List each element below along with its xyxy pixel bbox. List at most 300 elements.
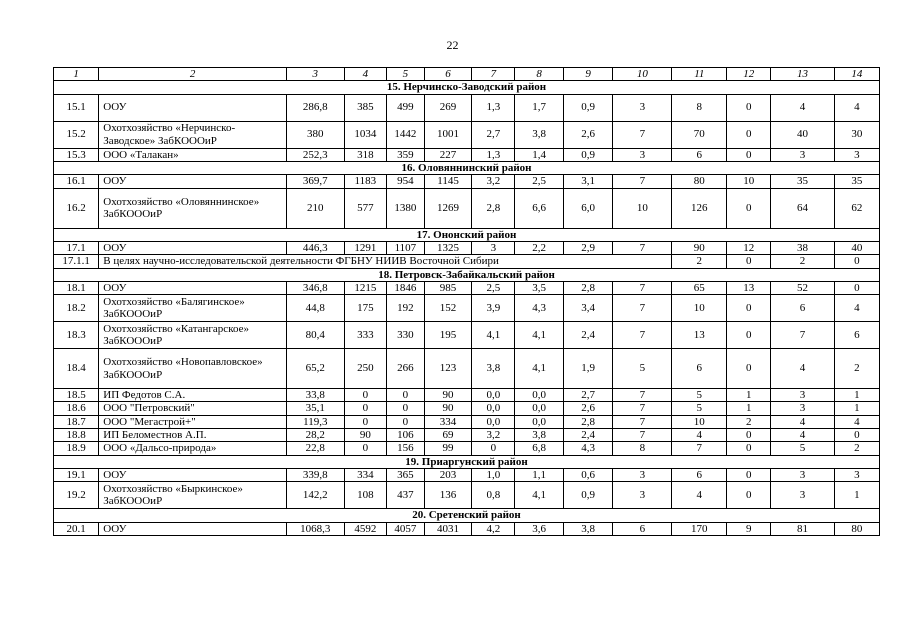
table-row bbox=[54, 469, 880, 482]
value-cell: 3 bbox=[613, 482, 672, 509]
table-row bbox=[54, 322, 880, 349]
value-cell: 4031 bbox=[424, 522, 471, 535]
value-cell: 1380 bbox=[386, 188, 424, 228]
value-cell: 2,7 bbox=[563, 389, 613, 402]
organization-name-cell: ООО "Мегастрой+" bbox=[99, 415, 287, 428]
value-cell: 40 bbox=[834, 241, 879, 254]
value-cell: 4,3 bbox=[563, 442, 613, 455]
column-number-cell: 14 bbox=[834, 68, 879, 81]
value-cell: 30 bbox=[834, 121, 879, 148]
column-number-cell: 7 bbox=[472, 68, 515, 81]
value-cell: 80 bbox=[834, 522, 879, 535]
organization-name-cell: Охотхозяйство «Новопавловское» ЗабКОООиР bbox=[99, 349, 287, 389]
value-cell: 1325 bbox=[424, 241, 471, 254]
value-cell: 1 bbox=[727, 402, 771, 415]
value-cell: 252,3 bbox=[286, 148, 344, 161]
section-header-row bbox=[54, 161, 880, 174]
value-cell: 380 bbox=[286, 121, 344, 148]
value-cell: 65,2 bbox=[286, 349, 344, 389]
value-cell: 12 bbox=[727, 241, 771, 254]
value-cell: 0,8 bbox=[472, 482, 515, 509]
value-cell: 6,8 bbox=[515, 442, 563, 455]
value-cell: 2,8 bbox=[563, 281, 613, 294]
value-cell: 13 bbox=[727, 281, 771, 294]
value-cell: 346,8 bbox=[286, 281, 344, 294]
value-cell: 7 bbox=[613, 241, 672, 254]
value-cell: 3,2 bbox=[472, 429, 515, 442]
value-cell: 0 bbox=[727, 295, 771, 322]
table-row bbox=[54, 295, 880, 322]
row-number-cell: 15.3 bbox=[54, 148, 99, 161]
value-cell: 333 bbox=[344, 322, 386, 349]
value-cell: 4 bbox=[771, 94, 834, 121]
value-cell: 1,3 bbox=[472, 94, 515, 121]
organization-name-cell: Охотхозяйство «Быркинское» ЗабКОООиР bbox=[99, 482, 287, 509]
value-cell: 8 bbox=[672, 94, 727, 121]
value-cell: 6,6 bbox=[515, 188, 563, 228]
section-title: 15. Нерчинско-Заводский район bbox=[54, 81, 880, 94]
value-cell: 437 bbox=[386, 482, 424, 509]
column-number-cell: 8 bbox=[515, 68, 563, 81]
value-cell: 10 bbox=[672, 415, 727, 428]
value-cell: 1107 bbox=[386, 241, 424, 254]
value-cell: 4 bbox=[672, 482, 727, 509]
value-cell: 266 bbox=[386, 349, 424, 389]
value-cell: 195 bbox=[424, 322, 471, 349]
value-cell: 4 bbox=[834, 94, 879, 121]
value-cell: 70 bbox=[672, 121, 727, 148]
column-number-cell: 1 bbox=[54, 68, 99, 81]
value-cell: 192 bbox=[386, 295, 424, 322]
value-cell: 1,3 bbox=[472, 148, 515, 161]
value-cell: 1,9 bbox=[563, 349, 613, 389]
value-cell: 28,2 bbox=[286, 429, 344, 442]
table-row bbox=[54, 148, 880, 161]
value-cell: 0,0 bbox=[472, 389, 515, 402]
value-cell: 3 bbox=[834, 469, 879, 482]
value-cell: 4 bbox=[672, 429, 727, 442]
organization-name-cell: ИП Федотов С.А. bbox=[99, 389, 287, 402]
value-cell: 64 bbox=[771, 188, 834, 228]
value-cell: 126 bbox=[672, 188, 727, 228]
value-cell: 3 bbox=[613, 148, 672, 161]
row-number-cell: 16.1 bbox=[54, 175, 99, 188]
column-number-cell: 13 bbox=[771, 68, 834, 81]
value-cell: 369,7 bbox=[286, 175, 344, 188]
value-cell: 6 bbox=[672, 148, 727, 161]
value-cell: 108 bbox=[344, 482, 386, 509]
value-cell: 0 bbox=[344, 389, 386, 402]
value-cell: 0,0 bbox=[472, 402, 515, 415]
column-number-cell: 3 bbox=[286, 68, 344, 81]
row-number-cell: 15.2 bbox=[54, 121, 99, 148]
value-cell: 69 bbox=[424, 429, 471, 442]
value-cell: 0,0 bbox=[515, 415, 563, 428]
value-cell: 90 bbox=[672, 241, 727, 254]
value-cell: 0,9 bbox=[563, 148, 613, 161]
table-row bbox=[54, 402, 880, 415]
organization-name-cell: Охотхозяйство «Катангарское» ЗабКОООиР bbox=[99, 322, 287, 349]
value-cell: 2,9 bbox=[563, 241, 613, 254]
value-cell: 9 bbox=[727, 522, 771, 535]
value-cell: 7 bbox=[613, 429, 672, 442]
value-cell: 123 bbox=[424, 349, 471, 389]
table-row bbox=[54, 429, 880, 442]
value-cell: 0,0 bbox=[515, 402, 563, 415]
value-cell: 2 bbox=[771, 255, 834, 268]
organization-name-cell: ООУ bbox=[99, 522, 287, 535]
value-cell: 136 bbox=[424, 482, 471, 509]
value-cell: 0 bbox=[727, 188, 771, 228]
value-cell: 210 bbox=[286, 188, 344, 228]
value-cell: 175 bbox=[344, 295, 386, 322]
value-cell: 80,4 bbox=[286, 322, 344, 349]
value-cell: 1,0 bbox=[472, 469, 515, 482]
value-cell: 3 bbox=[613, 94, 672, 121]
value-cell: 2,4 bbox=[563, 429, 613, 442]
value-cell: 170 bbox=[672, 522, 727, 535]
value-cell: 3,1 bbox=[563, 175, 613, 188]
page-number: 22 bbox=[446, 38, 459, 52]
value-cell: 106 bbox=[386, 429, 424, 442]
value-cell: 90 bbox=[424, 402, 471, 415]
value-cell: 2,7 bbox=[472, 121, 515, 148]
value-cell: 3,8 bbox=[515, 429, 563, 442]
value-cell: 7 bbox=[613, 389, 672, 402]
value-cell: 7 bbox=[613, 121, 672, 148]
value-cell: 7 bbox=[613, 295, 672, 322]
row-number-cell: 15.1 bbox=[54, 94, 99, 121]
note-cell: В целях научно-исследовательской деятельности ФГБНУ НИИВ Восточной Сибири bbox=[99, 255, 672, 268]
value-cell: 65 bbox=[672, 281, 727, 294]
value-cell: 4 bbox=[834, 415, 879, 428]
value-cell: 1001 bbox=[424, 121, 471, 148]
row-number-cell: 20.1 bbox=[54, 522, 99, 535]
value-cell: 5 bbox=[672, 402, 727, 415]
value-cell: 339,8 bbox=[286, 469, 344, 482]
value-cell: 0 bbox=[727, 148, 771, 161]
value-cell: 2,6 bbox=[563, 402, 613, 415]
value-cell: 3,9 bbox=[472, 295, 515, 322]
value-cell: 3 bbox=[771, 148, 834, 161]
row-number-cell: 18.7 bbox=[54, 415, 99, 428]
organization-name-cell: ООУ bbox=[99, 469, 287, 482]
value-cell: 2,5 bbox=[472, 281, 515, 294]
value-cell: 4 bbox=[771, 415, 834, 428]
value-cell: 3,8 bbox=[563, 522, 613, 535]
value-cell: 80 bbox=[672, 175, 727, 188]
value-cell: 985 bbox=[424, 281, 471, 294]
value-cell: 0 bbox=[727, 469, 771, 482]
value-cell: 577 bbox=[344, 188, 386, 228]
value-cell: 3,2 bbox=[472, 175, 515, 188]
value-cell: 40 bbox=[771, 121, 834, 148]
organization-name-cell: ИП Беломестнов А.П. bbox=[99, 429, 287, 442]
hunting-data-table bbox=[53, 67, 880, 536]
section-title: 16. Оловяннинский район bbox=[54, 161, 880, 174]
value-cell: 1,7 bbox=[515, 94, 563, 121]
value-cell: 1846 bbox=[386, 281, 424, 294]
value-cell: 0 bbox=[386, 389, 424, 402]
value-cell: 2,8 bbox=[563, 415, 613, 428]
value-cell: 1 bbox=[834, 402, 879, 415]
value-cell: 0 bbox=[727, 429, 771, 442]
value-cell: 1442 bbox=[386, 121, 424, 148]
value-cell: 1 bbox=[727, 389, 771, 402]
value-cell: 4 bbox=[771, 429, 834, 442]
value-cell: 4,1 bbox=[515, 349, 563, 389]
value-cell: 286,8 bbox=[286, 94, 344, 121]
row-number-cell: 18.4 bbox=[54, 349, 99, 389]
value-cell: 10 bbox=[727, 175, 771, 188]
value-cell: 0 bbox=[834, 255, 879, 268]
value-cell: 0 bbox=[386, 402, 424, 415]
value-cell: 0 bbox=[344, 415, 386, 428]
row-number-cell: 19.1 bbox=[54, 469, 99, 482]
row-number-cell: 18.3 bbox=[54, 322, 99, 349]
value-cell: 0,0 bbox=[515, 389, 563, 402]
table-row bbox=[54, 482, 880, 509]
value-cell: 269 bbox=[424, 94, 471, 121]
value-cell: 2 bbox=[834, 442, 879, 455]
table-row bbox=[54, 121, 880, 148]
section-header-row bbox=[54, 81, 880, 94]
value-cell: 0 bbox=[386, 415, 424, 428]
section-title: 17. Ононский район bbox=[54, 228, 880, 241]
table-row bbox=[54, 389, 880, 402]
value-cell: 359 bbox=[386, 148, 424, 161]
row-number-cell: 18.6 bbox=[54, 402, 99, 415]
value-cell: 4,1 bbox=[515, 482, 563, 509]
value-cell: 7 bbox=[613, 175, 672, 188]
value-cell: 33,8 bbox=[286, 389, 344, 402]
column-number-cell: 9 bbox=[563, 68, 613, 81]
value-cell: 954 bbox=[386, 175, 424, 188]
value-cell: 6,0 bbox=[563, 188, 613, 228]
value-cell: 142,2 bbox=[286, 482, 344, 509]
value-cell: 38 bbox=[771, 241, 834, 254]
value-cell: 81 bbox=[771, 522, 834, 535]
section-header-row bbox=[54, 268, 880, 281]
value-cell: 2 bbox=[727, 415, 771, 428]
value-cell: 250 bbox=[344, 349, 386, 389]
value-cell: 7 bbox=[672, 442, 727, 455]
value-cell: 0 bbox=[727, 442, 771, 455]
value-cell: 203 bbox=[424, 469, 471, 482]
value-cell: 7 bbox=[613, 415, 672, 428]
value-cell: 2,2 bbox=[515, 241, 563, 254]
table-row bbox=[54, 255, 880, 268]
table-row bbox=[54, 349, 880, 389]
value-cell: 1269 bbox=[424, 188, 471, 228]
column-number-cell: 10 bbox=[613, 68, 672, 81]
value-cell: 3 bbox=[771, 402, 834, 415]
organization-name-cell: ООУ bbox=[99, 94, 287, 121]
value-cell: 99 bbox=[424, 442, 471, 455]
value-cell: 35 bbox=[771, 175, 834, 188]
value-cell: 2,6 bbox=[563, 121, 613, 148]
value-cell: 5 bbox=[613, 349, 672, 389]
value-cell: 10 bbox=[672, 295, 727, 322]
value-cell: 1183 bbox=[344, 175, 386, 188]
value-cell: 330 bbox=[386, 322, 424, 349]
value-cell: 7 bbox=[613, 322, 672, 349]
value-cell: 119,3 bbox=[286, 415, 344, 428]
value-cell: 0 bbox=[727, 482, 771, 509]
value-cell: 44,8 bbox=[286, 295, 344, 322]
value-cell: 4,1 bbox=[515, 322, 563, 349]
value-cell: 4,3 bbox=[515, 295, 563, 322]
value-cell: 3 bbox=[771, 469, 834, 482]
value-cell: 0 bbox=[834, 281, 879, 294]
table-row bbox=[54, 241, 880, 254]
value-cell: 0,6 bbox=[563, 469, 613, 482]
row-number-cell: 18.2 bbox=[54, 295, 99, 322]
value-cell: 499 bbox=[386, 94, 424, 121]
value-cell: 1 bbox=[834, 482, 879, 509]
section-header-row bbox=[54, 509, 880, 522]
value-cell: 62 bbox=[834, 188, 879, 228]
value-cell: 1215 bbox=[344, 281, 386, 294]
column-number-cell: 2 bbox=[99, 68, 287, 81]
value-cell: 0 bbox=[344, 442, 386, 455]
row-number-cell: 18.5 bbox=[54, 389, 99, 402]
value-cell: 4592 bbox=[344, 522, 386, 535]
organization-name-cell: ООО «Талакан» bbox=[99, 148, 287, 161]
value-cell: 1291 bbox=[344, 241, 386, 254]
value-cell: 52 bbox=[771, 281, 834, 294]
organization-name-cell: ООУ bbox=[99, 281, 287, 294]
value-cell: 2,4 bbox=[563, 322, 613, 349]
value-cell: 3,4 bbox=[563, 295, 613, 322]
value-cell: 5 bbox=[672, 389, 727, 402]
value-cell: 10 bbox=[613, 188, 672, 228]
column-number-cell: 11 bbox=[672, 68, 727, 81]
value-cell: 4057 bbox=[386, 522, 424, 535]
value-cell: 0,0 bbox=[472, 415, 515, 428]
row-number-cell: 17.1.1 bbox=[54, 255, 99, 268]
value-cell: 3,8 bbox=[472, 349, 515, 389]
value-cell: 2,5 bbox=[515, 175, 563, 188]
value-cell: 7 bbox=[771, 322, 834, 349]
value-cell: 6 bbox=[771, 295, 834, 322]
table-row bbox=[54, 522, 880, 535]
value-cell: 1,1 bbox=[515, 469, 563, 482]
table-row bbox=[54, 442, 880, 455]
column-number-cell: 5 bbox=[386, 68, 424, 81]
value-cell: 0 bbox=[727, 322, 771, 349]
value-cell: 0,9 bbox=[563, 482, 613, 509]
value-cell: 318 bbox=[344, 148, 386, 161]
value-cell: 7 bbox=[613, 281, 672, 294]
organization-name-cell: ООУ bbox=[99, 241, 287, 254]
value-cell: 0 bbox=[727, 255, 771, 268]
table-row bbox=[54, 281, 880, 294]
value-cell: 1034 bbox=[344, 121, 386, 148]
value-cell: 4 bbox=[771, 349, 834, 389]
column-number-row bbox=[54, 68, 880, 81]
value-cell: 6 bbox=[613, 522, 672, 535]
value-cell: 1068,3 bbox=[286, 522, 344, 535]
value-cell: 2 bbox=[672, 255, 727, 268]
value-cell: 90 bbox=[424, 389, 471, 402]
column-number-cell: 12 bbox=[727, 68, 771, 81]
section-title: 19. Приаргунский район bbox=[54, 455, 880, 468]
row-number-cell: 16.2 bbox=[54, 188, 99, 228]
value-cell: 0 bbox=[472, 442, 515, 455]
organization-name-cell: Охотхозяйство «Нерчинско-Заводское» ЗабКОООиР bbox=[99, 121, 287, 148]
value-cell: 334 bbox=[424, 415, 471, 428]
value-cell: 152 bbox=[424, 295, 471, 322]
value-cell: 334 bbox=[344, 469, 386, 482]
value-cell: 385 bbox=[344, 94, 386, 121]
value-cell: 8 bbox=[613, 442, 672, 455]
column-number-cell: 6 bbox=[424, 68, 471, 81]
value-cell: 1,4 bbox=[515, 148, 563, 161]
value-cell: 0 bbox=[834, 429, 879, 442]
organization-name-cell: ООО "Петровский" bbox=[99, 402, 287, 415]
row-number-cell: 19.2 bbox=[54, 482, 99, 509]
table-row bbox=[54, 188, 880, 228]
value-cell: 6 bbox=[672, 469, 727, 482]
value-cell: 3,5 bbox=[515, 281, 563, 294]
section-header-row bbox=[54, 455, 880, 468]
row-number-cell: 18.8 bbox=[54, 429, 99, 442]
value-cell: 35 bbox=[834, 175, 879, 188]
value-cell: 365 bbox=[386, 469, 424, 482]
row-number-cell: 18.9 bbox=[54, 442, 99, 455]
organization-name-cell: ООУ bbox=[99, 175, 287, 188]
organization-name-cell: Охотхозяйство «Балягинское» ЗабКОООиР bbox=[99, 295, 287, 322]
value-cell: 446,3 bbox=[286, 241, 344, 254]
column-number-cell: 4 bbox=[344, 68, 386, 81]
value-cell: 1145 bbox=[424, 175, 471, 188]
value-cell: 3,8 bbox=[515, 121, 563, 148]
value-cell: 3 bbox=[613, 469, 672, 482]
value-cell: 5 bbox=[771, 442, 834, 455]
row-number-cell: 18.1 bbox=[54, 281, 99, 294]
value-cell: 3,6 bbox=[515, 522, 563, 535]
table-row bbox=[54, 415, 880, 428]
section-title: 18. Петровск-Забайкальский район bbox=[54, 268, 880, 281]
section-header-row bbox=[54, 228, 880, 241]
value-cell: 0 bbox=[344, 402, 386, 415]
value-cell: 3 bbox=[472, 241, 515, 254]
value-cell: 0 bbox=[727, 94, 771, 121]
value-cell: 0,9 bbox=[563, 94, 613, 121]
section-title: 20. Сретенский район bbox=[54, 509, 880, 522]
value-cell: 0 bbox=[727, 121, 771, 148]
organization-name-cell: Охотхозяйство «Оловяннинское» ЗабКОООиР bbox=[99, 188, 287, 228]
value-cell: 1 bbox=[834, 389, 879, 402]
value-cell: 3 bbox=[771, 482, 834, 509]
value-cell: 4 bbox=[834, 295, 879, 322]
value-cell: 6 bbox=[834, 322, 879, 349]
value-cell: 3 bbox=[834, 148, 879, 161]
value-cell: 7 bbox=[613, 402, 672, 415]
value-cell: 6 bbox=[672, 349, 727, 389]
table-row bbox=[54, 175, 880, 188]
value-cell: 156 bbox=[386, 442, 424, 455]
row-number-cell: 17.1 bbox=[54, 241, 99, 254]
value-cell: 2 bbox=[834, 349, 879, 389]
value-cell: 227 bbox=[424, 148, 471, 161]
value-cell: 2,8 bbox=[472, 188, 515, 228]
organization-name-cell: ООО «Дальсо-природа» bbox=[99, 442, 287, 455]
value-cell: 0 bbox=[727, 349, 771, 389]
value-cell: 13 bbox=[672, 322, 727, 349]
value-cell: 22,8 bbox=[286, 442, 344, 455]
